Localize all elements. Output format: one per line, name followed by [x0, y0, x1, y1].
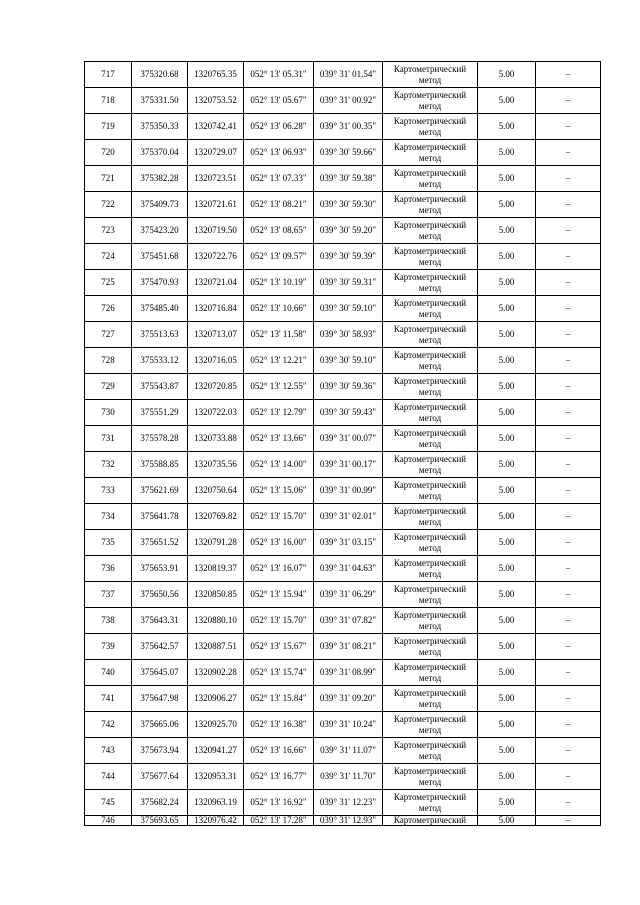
latitude-cell: 052° 13' 11.58" [244, 322, 314, 348]
latitude-cell: 052° 13' 15.06" [244, 478, 314, 504]
note-cell: – [536, 790, 601, 816]
longitude-cell: 039° 31' 02.01" [314, 504, 383, 530]
table-row [85, 114, 601, 140]
accuracy-cell: 5.00 [478, 712, 536, 738]
longitude-cell: 039° 31' 08.21" [314, 634, 383, 660]
table-row [85, 192, 601, 218]
point-number-cell: 728 [85, 348, 132, 374]
x-coordinate-cell: 375643.31 [132, 608, 188, 634]
x-coordinate-cell: 375513.63 [132, 322, 188, 348]
table-row [85, 400, 601, 426]
table-row [85, 452, 601, 478]
method-cell: Картометрический метод [383, 738, 478, 764]
note-cell: – [536, 426, 601, 452]
point-number-cell: 731 [85, 426, 132, 452]
y-coordinate-cell: 1320733.88 [188, 426, 244, 452]
table-row [85, 244, 601, 270]
note-cell: – [536, 452, 601, 478]
longitude-cell: 039° 31' 09.20" [314, 686, 383, 712]
table-row [85, 738, 601, 764]
note-cell: – [536, 764, 601, 790]
method-cell: Картометрический метод [383, 400, 478, 426]
method-cell: Картометрический метод [383, 322, 478, 348]
x-coordinate-cell: 375578.28 [132, 426, 188, 452]
latitude-cell: 052° 13' 15.67" [244, 634, 314, 660]
y-coordinate-cell: 1320750.64 [188, 478, 244, 504]
method-cell: Картометрический метод [383, 348, 478, 374]
point-number-cell: 735 [85, 530, 132, 556]
x-coordinate-cell: 375642.57 [132, 634, 188, 660]
latitude-cell: 052° 13' 08.21" [244, 192, 314, 218]
method-cell: Картометрический метод [383, 296, 478, 322]
longitude-cell: 039° 31' 10.24" [314, 712, 383, 738]
note-cell: – [536, 738, 601, 764]
point-number-cell: 745 [85, 790, 132, 816]
point-number-cell: 736 [85, 556, 132, 582]
longitude-cell: 039° 31' 12.93" [314, 816, 383, 826]
x-coordinate-cell: 375693.65 [132, 816, 188, 826]
point-number-cell: 730 [85, 400, 132, 426]
method-cell: Картометрический метод [383, 764, 478, 790]
table-row [85, 686, 601, 712]
latitude-cell: 052° 13' 15.70" [244, 608, 314, 634]
x-coordinate-cell: 375470.93 [132, 270, 188, 296]
note-cell: – [536, 634, 601, 660]
y-coordinate-cell: 1320753.52 [188, 88, 244, 114]
y-coordinate-cell: 1320906.27 [188, 686, 244, 712]
point-number-cell: 744 [85, 764, 132, 790]
method-cell: Картометрический [383, 816, 478, 826]
latitude-cell: 052° 13' 12.55" [244, 374, 314, 400]
method-cell: Картометрический метод [383, 374, 478, 400]
accuracy-cell: 5.00 [478, 530, 536, 556]
method-cell: Картометрический метод [383, 582, 478, 608]
note-cell: – [536, 140, 601, 166]
accuracy-cell: 5.00 [478, 504, 536, 530]
x-coordinate-cell: 375650.56 [132, 582, 188, 608]
longitude-cell: 039° 31' 12.23" [314, 790, 383, 816]
x-coordinate-cell: 375551.29 [132, 400, 188, 426]
table-row [85, 62, 601, 88]
method-cell: Картометрический метод [383, 218, 478, 244]
table-row [85, 270, 601, 296]
table-row [85, 166, 601, 192]
method-cell: Картометрический метод [383, 478, 478, 504]
point-number-cell: 737 [85, 582, 132, 608]
y-coordinate-cell: 1320963.19 [188, 790, 244, 816]
y-coordinate-cell: 1320887.51 [188, 634, 244, 660]
y-coordinate-cell: 1320850.85 [188, 582, 244, 608]
point-number-cell: 727 [85, 322, 132, 348]
accuracy-cell: 5.00 [478, 582, 536, 608]
latitude-cell: 052° 13' 08.65" [244, 218, 314, 244]
latitude-cell: 052° 13' 10.66" [244, 296, 314, 322]
method-cell: Картометрический метод [383, 634, 478, 660]
table-row [85, 140, 601, 166]
table-row [85, 608, 601, 634]
latitude-cell: 052° 13' 16.66" [244, 738, 314, 764]
y-coordinate-cell: 1320791.28 [188, 530, 244, 556]
table-row [85, 218, 601, 244]
point-number-cell: 721 [85, 166, 132, 192]
note-cell: – [536, 556, 601, 582]
x-coordinate-cell: 375588.85 [132, 452, 188, 478]
point-number-cell: 718 [85, 88, 132, 114]
table-row [85, 88, 601, 114]
point-number-cell: 729 [85, 374, 132, 400]
latitude-cell: 052° 13' 12.79" [244, 400, 314, 426]
longitude-cell: 039° 30' 58.93" [314, 322, 383, 348]
y-coordinate-cell: 1320742.41 [188, 114, 244, 140]
accuracy-cell: 5.00 [478, 686, 536, 712]
y-coordinate-cell: 1320713.07 [188, 322, 244, 348]
point-number-cell: 743 [85, 738, 132, 764]
point-number-cell: 725 [85, 270, 132, 296]
longitude-cell: 039° 30' 59.38" [314, 166, 383, 192]
longitude-cell: 039° 31' 00.92" [314, 88, 383, 114]
longitude-cell: 039° 30' 59.10" [314, 348, 383, 374]
y-coordinate-cell: 1320765.35 [188, 62, 244, 88]
latitude-cell: 052° 13' 16.77" [244, 764, 314, 790]
x-coordinate-cell: 375621.69 [132, 478, 188, 504]
x-coordinate-cell: 375331.50 [132, 88, 188, 114]
note-cell: – [536, 582, 601, 608]
latitude-cell: 052° 13' 12.21" [244, 348, 314, 374]
y-coordinate-cell: 1320902.28 [188, 660, 244, 686]
y-coordinate-cell: 1320819.37 [188, 556, 244, 582]
latitude-cell: 052° 13' 16.07" [244, 556, 314, 582]
point-number-cell: 733 [85, 478, 132, 504]
accuracy-cell: 5.00 [478, 166, 536, 192]
point-number-cell: 732 [85, 452, 132, 478]
note-cell: – [536, 218, 601, 244]
table-row [85, 764, 601, 790]
table-row [85, 530, 601, 556]
note-cell: – [536, 478, 601, 504]
latitude-cell: 052° 13' 09.57" [244, 244, 314, 270]
point-number-cell: 722 [85, 192, 132, 218]
x-coordinate-cell: 375641.78 [132, 504, 188, 530]
y-coordinate-cell: 1320925.70 [188, 712, 244, 738]
note-cell: – [536, 348, 601, 374]
accuracy-cell: 5.00 [478, 660, 536, 686]
method-cell: Картометрический метод [383, 608, 478, 634]
method-cell: Картометрический метод [383, 88, 478, 114]
note-cell: – [536, 322, 601, 348]
longitude-cell: 039° 31' 03.15" [314, 530, 383, 556]
note-cell: – [536, 114, 601, 140]
table-row [85, 582, 601, 608]
method-cell: Картометрический метод [383, 660, 478, 686]
longitude-cell: 039° 30' 59.10" [314, 296, 383, 322]
accuracy-cell: 5.00 [478, 114, 536, 140]
note-cell: – [536, 660, 601, 686]
longitude-cell: 039° 30' 59.30" [314, 192, 383, 218]
x-coordinate-cell: 375370.04 [132, 140, 188, 166]
x-coordinate-cell: 375451.68 [132, 244, 188, 270]
note-cell: – [536, 686, 601, 712]
y-coordinate-cell: 1320720.85 [188, 374, 244, 400]
point-number-cell: 746 [85, 816, 132, 826]
table-row [85, 426, 601, 452]
accuracy-cell: 5.00 [478, 244, 536, 270]
latitude-cell: 052° 13' 06.28" [244, 114, 314, 140]
note-cell: – [536, 62, 601, 88]
method-cell: Картометрический метод [383, 62, 478, 88]
latitude-cell: 052° 13' 15.94" [244, 582, 314, 608]
accuracy-cell: 5.00 [478, 764, 536, 790]
accuracy-cell: 5.00 [478, 478, 536, 504]
table-row [85, 504, 601, 530]
latitude-cell: 052° 13' 16.92" [244, 790, 314, 816]
x-coordinate-cell: 375665.06 [132, 712, 188, 738]
accuracy-cell: 5.00 [478, 634, 536, 660]
point-number-cell: 740 [85, 660, 132, 686]
method-cell: Картометрический метод [383, 790, 478, 816]
x-coordinate-cell: 375677.64 [132, 764, 188, 790]
accuracy-cell: 5.00 [478, 790, 536, 816]
x-coordinate-cell: 375653.91 [132, 556, 188, 582]
method-cell: Картометрический метод [383, 452, 478, 478]
y-coordinate-cell: 1320976.42 [188, 816, 244, 826]
point-number-cell: 726 [85, 296, 132, 322]
table-row [85, 556, 601, 582]
accuracy-cell: 5.00 [478, 556, 536, 582]
accuracy-cell: 5.00 [478, 140, 536, 166]
y-coordinate-cell: 1320716.84 [188, 296, 244, 322]
note-cell: – [536, 270, 601, 296]
table-row [85, 790, 601, 816]
accuracy-cell: 5.00 [478, 374, 536, 400]
method-cell: Картометрический метод [383, 140, 478, 166]
method-cell: Картометрический метод [383, 686, 478, 712]
note-cell: – [536, 192, 601, 218]
note-cell: – [536, 608, 601, 634]
point-number-cell: 742 [85, 712, 132, 738]
method-cell: Картометрический метод [383, 426, 478, 452]
accuracy-cell: 5.00 [478, 348, 536, 374]
table-row [85, 634, 601, 660]
y-coordinate-cell: 1320941.27 [188, 738, 244, 764]
longitude-cell: 039° 31' 11.70" [314, 764, 383, 790]
x-coordinate-cell: 375651.52 [132, 530, 188, 556]
accuracy-cell: 5.00 [478, 62, 536, 88]
accuracy-cell: 5.00 [478, 218, 536, 244]
x-coordinate-cell: 375485.40 [132, 296, 188, 322]
latitude-cell: 052° 13' 15.74" [244, 660, 314, 686]
accuracy-cell: 5.00 [478, 296, 536, 322]
method-cell: Картометрический метод [383, 166, 478, 192]
method-cell: Картометрический метод [383, 712, 478, 738]
longitude-cell: 039° 31' 08.99" [314, 660, 383, 686]
accuracy-cell: 5.00 [478, 400, 536, 426]
point-number-cell: 720 [85, 140, 132, 166]
note-cell: – [536, 504, 601, 530]
longitude-cell: 039° 30' 59.31" [314, 270, 383, 296]
method-cell: Картометрический метод [383, 192, 478, 218]
table-row [85, 322, 601, 348]
note-cell: – [536, 816, 601, 826]
point-number-cell: 717 [85, 62, 132, 88]
longitude-cell: 039° 31' 11.07" [314, 738, 383, 764]
table-row [85, 296, 601, 322]
latitude-cell: 052° 13' 06.93" [244, 140, 314, 166]
y-coordinate-cell: 1320880.10 [188, 608, 244, 634]
longitude-cell: 039° 31' 04.63" [314, 556, 383, 582]
note-cell: – [536, 400, 601, 426]
accuracy-cell: 5.00 [478, 322, 536, 348]
coordinates-table [84, 61, 601, 826]
y-coordinate-cell: 1320716.05 [188, 348, 244, 374]
y-coordinate-cell: 1320722.76 [188, 244, 244, 270]
x-coordinate-cell: 375533.12 [132, 348, 188, 374]
table-row [85, 660, 601, 686]
longitude-cell: 039° 30' 59.20" [314, 218, 383, 244]
y-coordinate-cell: 1320719.50 [188, 218, 244, 244]
longitude-cell: 039° 30' 59.43" [314, 400, 383, 426]
point-number-cell: 734 [85, 504, 132, 530]
longitude-cell: 039° 31' 00.35" [314, 114, 383, 140]
longitude-cell: 039° 31' 00.17" [314, 452, 383, 478]
longitude-cell: 039° 31' 06.29" [314, 582, 383, 608]
method-cell: Картометрический метод [383, 270, 478, 296]
latitude-cell: 052° 13' 15.84" [244, 686, 314, 712]
accuracy-cell: 5.00 [478, 192, 536, 218]
x-coordinate-cell: 375647.98 [132, 686, 188, 712]
table-row [85, 348, 601, 374]
method-cell: Картометрический метод [383, 530, 478, 556]
latitude-cell: 052° 13' 05.67" [244, 88, 314, 114]
latitude-cell: 052° 13' 17.28" [244, 816, 314, 826]
longitude-cell: 039° 31' 07.82" [314, 608, 383, 634]
y-coordinate-cell: 1320953.31 [188, 764, 244, 790]
note-cell: – [536, 166, 601, 192]
longitude-cell: 039° 30' 59.36" [314, 374, 383, 400]
accuracy-cell: 5.00 [478, 88, 536, 114]
accuracy-cell: 5.00 [478, 608, 536, 634]
method-cell: Картометрический метод [383, 504, 478, 530]
latitude-cell: 052° 13' 15.70" [244, 504, 314, 530]
table-row [85, 478, 601, 504]
longitude-cell: 039° 30' 59.39" [314, 244, 383, 270]
y-coordinate-cell: 1320721.61 [188, 192, 244, 218]
y-coordinate-cell: 1320729.07 [188, 140, 244, 166]
y-coordinate-cell: 1320735.56 [188, 452, 244, 478]
table-row [85, 712, 601, 738]
point-number-cell: 723 [85, 218, 132, 244]
point-number-cell: 739 [85, 634, 132, 660]
note-cell: – [536, 712, 601, 738]
x-coordinate-cell: 375682.24 [132, 790, 188, 816]
x-coordinate-cell: 375645.07 [132, 660, 188, 686]
x-coordinate-cell: 375409.73 [132, 192, 188, 218]
note-cell: – [536, 530, 601, 556]
table-row [85, 816, 601, 826]
x-coordinate-cell: 375320.68 [132, 62, 188, 88]
x-coordinate-cell: 375350.33 [132, 114, 188, 140]
point-number-cell: 719 [85, 114, 132, 140]
point-number-cell: 724 [85, 244, 132, 270]
note-cell: – [536, 296, 601, 322]
method-cell: Картометрический метод [383, 556, 478, 582]
y-coordinate-cell: 1320721.04 [188, 270, 244, 296]
latitude-cell: 052° 13' 16.38" [244, 712, 314, 738]
x-coordinate-cell: 375423.20 [132, 218, 188, 244]
latitude-cell: 052° 13' 13.66" [244, 426, 314, 452]
point-number-cell: 738 [85, 608, 132, 634]
table-row [85, 374, 601, 400]
latitude-cell: 052° 13' 05.31" [244, 62, 314, 88]
latitude-cell: 052° 13' 10.19" [244, 270, 314, 296]
x-coordinate-cell: 375382.28 [132, 166, 188, 192]
accuracy-cell: 5.00 [478, 452, 536, 478]
y-coordinate-cell: 1320722.03 [188, 400, 244, 426]
accuracy-cell: 5.00 [478, 270, 536, 296]
point-number-cell: 741 [85, 686, 132, 712]
latitude-cell: 052° 13' 14.00" [244, 452, 314, 478]
accuracy-cell: 5.00 [478, 738, 536, 764]
x-coordinate-cell: 375673.94 [132, 738, 188, 764]
longitude-cell: 039° 31' 00.99" [314, 478, 383, 504]
note-cell: – [536, 244, 601, 270]
latitude-cell: 052° 13' 07.33" [244, 166, 314, 192]
accuracy-cell: 5.00 [478, 816, 536, 826]
longitude-cell: 039° 30' 59.66" [314, 140, 383, 166]
method-cell: Картометрический метод [383, 114, 478, 140]
x-coordinate-cell: 375543.87 [132, 374, 188, 400]
note-cell: – [536, 374, 601, 400]
y-coordinate-cell: 1320769.82 [188, 504, 244, 530]
longitude-cell: 039° 31' 00.07" [314, 426, 383, 452]
latitude-cell: 052° 13' 16.00" [244, 530, 314, 556]
accuracy-cell: 5.00 [478, 426, 536, 452]
y-coordinate-cell: 1320723.51 [188, 166, 244, 192]
note-cell: – [536, 88, 601, 114]
longitude-cell: 039° 31' 01.54" [314, 62, 383, 88]
method-cell: Картометрический метод [383, 244, 478, 270]
coordinates-table-body [85, 62, 601, 826]
